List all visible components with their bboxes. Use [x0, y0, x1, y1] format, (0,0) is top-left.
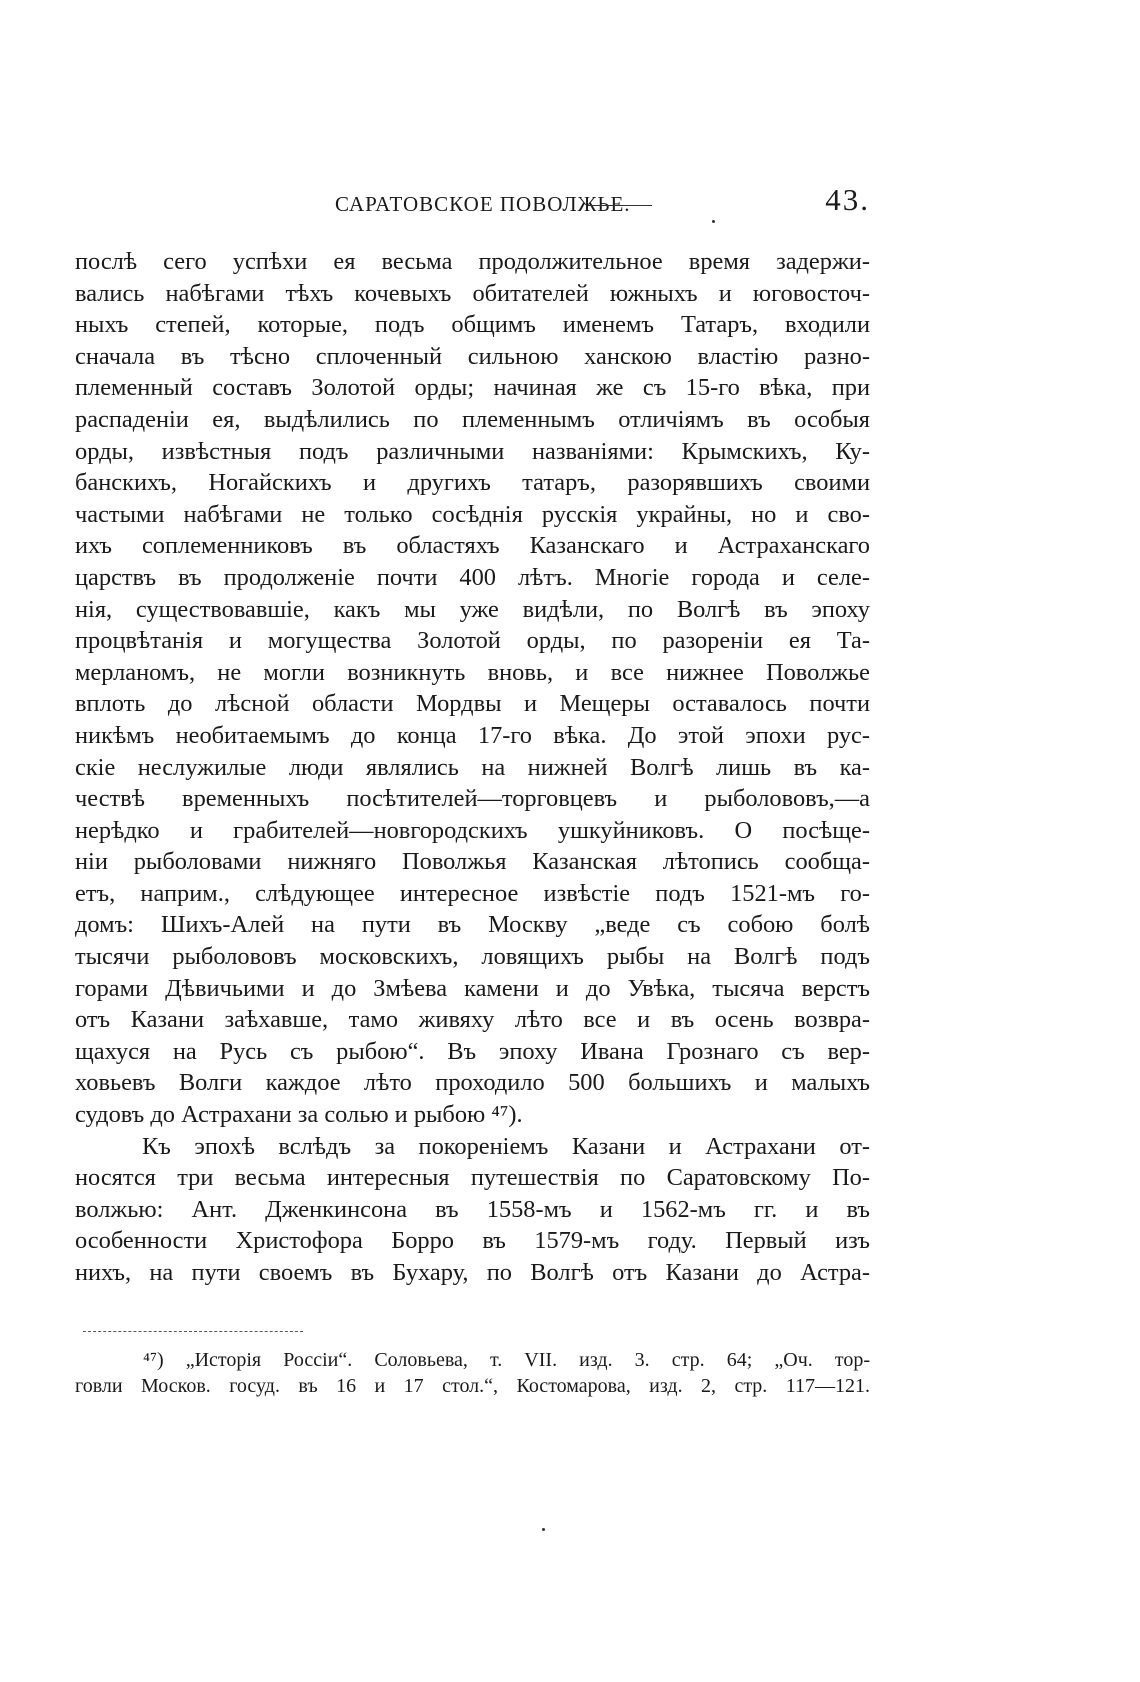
text-line: носятся три весьма интересныя путешествія по Саратовскому По-: [75, 1164, 870, 1192]
text-line: судовъ до Астрахани за солью и рыбою ⁴⁷).: [75, 1101, 523, 1129]
text-line: скіе неслужилые люди являлись на нижней Волгѣ лишь въ ка-: [75, 753, 870, 781]
text-line: тысячи рыболововъ московскихъ, ловящихъ рыбы на Волгѣ подъ: [75, 943, 870, 971]
print-speck: [712, 220, 715, 223]
running-header: [150, 178, 870, 228]
text-line: банскихъ, Ногайскихъ и другихъ татаръ, разорявшихъ своими: [75, 469, 870, 497]
footnotes: [75, 1347, 870, 1399]
text-line: вплоть до лѣсной области Мордвы и Мещеры оставалось почти: [75, 690, 870, 718]
text-line: частыми набѣгами не только сосѣднія русскія украйны, но и сво-: [75, 500, 870, 528]
text-line: царствъ въ продолженіе почти 400 лѣтъ. Многіе города и селе-: [75, 563, 870, 591]
text-line: отъ Казани заѣхавше, тамо живяху лѣто все и въ осень возвра-: [75, 1006, 870, 1034]
text-line: ихъ соплеменниковъ въ областяхъ Казанскаго и Астраханскаго: [75, 532, 870, 560]
text-line: процвѣтанія и могущества Золотой орды, по разореніи ея Та-: [75, 627, 870, 655]
footnote-line: говли Москов. госуд. въ 16 и 17 стол.“, Костомарова, изд. 2, стр. 117—121.: [75, 1375, 870, 1397]
text-line: волжью: Ант. Дженкинсона въ 1558-мъ и 1562-мъ гг. и въ: [75, 1195, 870, 1223]
running-title: САРАТОВСКОЕ ПОВОЛЖЬЕ.: [335, 192, 631, 216]
text-line: послѣ сего успѣхи ея весьма продолжительное время задержи-: [75, 248, 870, 275]
text-line: никѣмъ необитаемымъ до конца 17-го вѣка. До этой эпохи рус-: [75, 721, 870, 749]
text-line: горами Дѣвичьими и до Змѣева камени и до Увѣка, тысяча верстъ: [75, 974, 870, 1002]
text-line: особенности Христофора Борро въ 1579-мъ году. Первый изъ: [75, 1227, 870, 1255]
text-line: сначала въ тѣсно сплоченный сильною ханскою властію разно-: [75, 342, 870, 370]
header-ornament-rule: [588, 205, 652, 206]
text-line: ховьевъ Волги каждое лѣто проходило 500 большихъ и малыхъ: [75, 1069, 870, 1097]
footnote-line: ⁴⁷) „Исторія Россіи“. Соловьева, т. VII. изд. 3. стр. 64; „Оч. тор-: [143, 1349, 870, 1371]
text-line: етъ, наприм., слѣдующее интересное извѣстіе подъ 1521-мъ го-: [75, 879, 870, 907]
text-line: вались набѣгами тѣхъ кочевыхъ обитателей южныхъ и юговосточ-: [75, 279, 870, 307]
page-number: 43.: [825, 182, 870, 217]
text-line: щахуся на Русь съ рыбою“. Въ эпоху Ивана Грознаго съ вер-: [75, 1037, 870, 1065]
footnote-separator: [83, 1331, 303, 1332]
body-text: [75, 246, 870, 1289]
text-line: нихъ, на пути своемъ въ Бухару, по Волгѣ отъ Казани до Астра-: [75, 1259, 870, 1286]
text-line: ныхъ степей, которые, подъ общимъ именемъ Татаръ, входили: [75, 311, 870, 339]
text-line: нерѣдко и грабителей—новгородскихъ ушкуйниковъ. О посѣще-: [75, 816, 870, 844]
print-speck: [542, 1528, 545, 1531]
text-line: чествѣ временныхъ посѣтителей—торговцевъ и рыболововъ,—а: [75, 785, 870, 813]
text-line: мерланомъ, не могли возникнуть вновь, и все нижнее Поволжье: [75, 658, 870, 686]
text-line: ніи рыболовами нижняго Поволжья Казанская лѣтопись сообща-: [75, 848, 870, 876]
text-line: орды, извѣстныя подъ различными названіями: Крымскихъ, Ку-: [75, 437, 870, 465]
text-line: нія, существовавшіе, какъ мы уже видѣли, по Волгѣ въ эпоху: [75, 595, 870, 623]
text-line: племенный составъ Золотой орды; начиная же съ 15-го вѣка, при: [75, 374, 870, 402]
text-line: домъ: Шихъ-Алей на пути въ Москву „веде съ собою болѣ: [75, 911, 870, 939]
text-line: распаденіи ея, выдѣлились по племеннымъ отличіямъ въ особыя: [75, 405, 870, 433]
paragraph-start-line: Къ эпохѣ вслѣдъ за покореніемъ Казани и Астрахани от-: [142, 1132, 870, 1160]
